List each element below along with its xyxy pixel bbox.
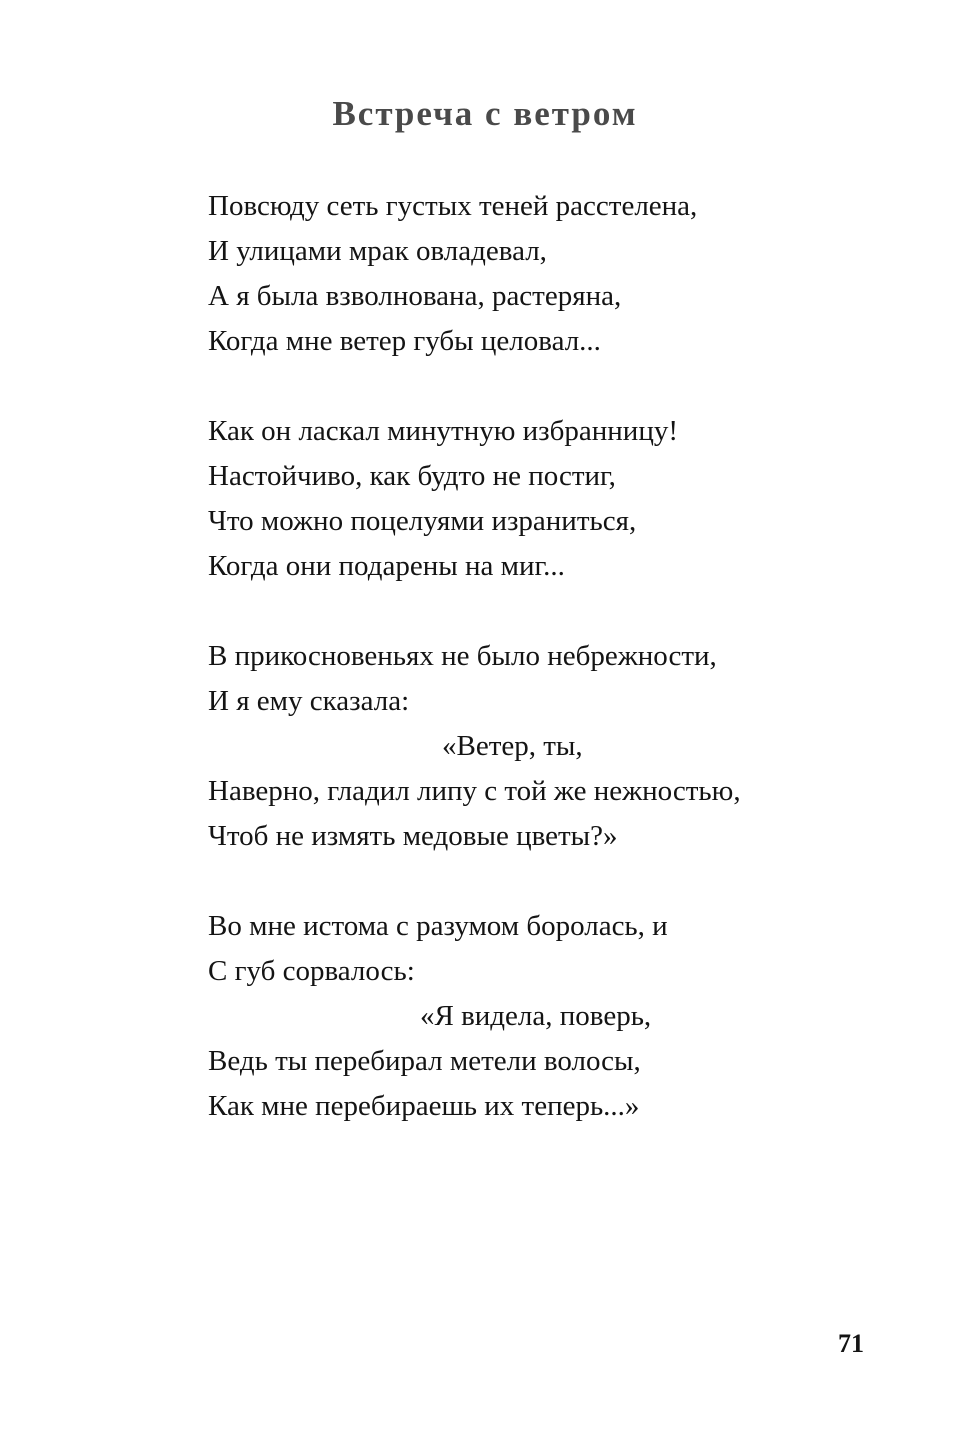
poem-body (208, 184, 908, 1174)
poem-line: Как он ласкал минутную избранницу! (208, 415, 678, 447)
poem-line: Чтоб не измять медовые цветы?» (208, 820, 618, 852)
poem-line: Когда они подарены на миг... (208, 550, 565, 582)
stanza-1 (208, 184, 908, 364)
poem-line: Когда мне ветер губы целовал... (208, 325, 601, 357)
stanza-3 (208, 634, 908, 859)
poem-line: Во мне истома с разумом боролась, и (208, 910, 668, 942)
stanza-2 (208, 409, 908, 589)
poem-line: И я ему сказала: (208, 685, 410, 717)
poem-line: В прикосновеньях не было небрежности, (208, 640, 717, 672)
poem-title: Встреча с ветром (332, 94, 638, 133)
poem-line: Ведь ты перебирал метели волосы, (208, 1045, 641, 1077)
poem-line: Как мне перебираешь их теперь...» (208, 1090, 640, 1122)
poem-line-indented: «Я видела, поверь, (420, 1000, 652, 1032)
poem-line: И улицами мрак овладевал, (208, 235, 547, 267)
poem-line: Наверно, гладил липу с той же нежностью, (208, 775, 741, 807)
page-number: 71 (838, 1329, 864, 1358)
poem-line: Что можно поцелуями израниться, (208, 505, 637, 537)
poem-line: Настойчиво, как будто не постиг, (208, 460, 616, 492)
poem-line: С губ сорвалось: (208, 955, 415, 987)
stanza-4 (208, 904, 908, 1129)
poem-line: А я была взволнована, растеряна, (208, 280, 622, 312)
poem-line: Повсюду сеть густых теней расстелена, (208, 190, 698, 222)
poem-line-indented: «Ветер, ты, (442, 730, 583, 762)
